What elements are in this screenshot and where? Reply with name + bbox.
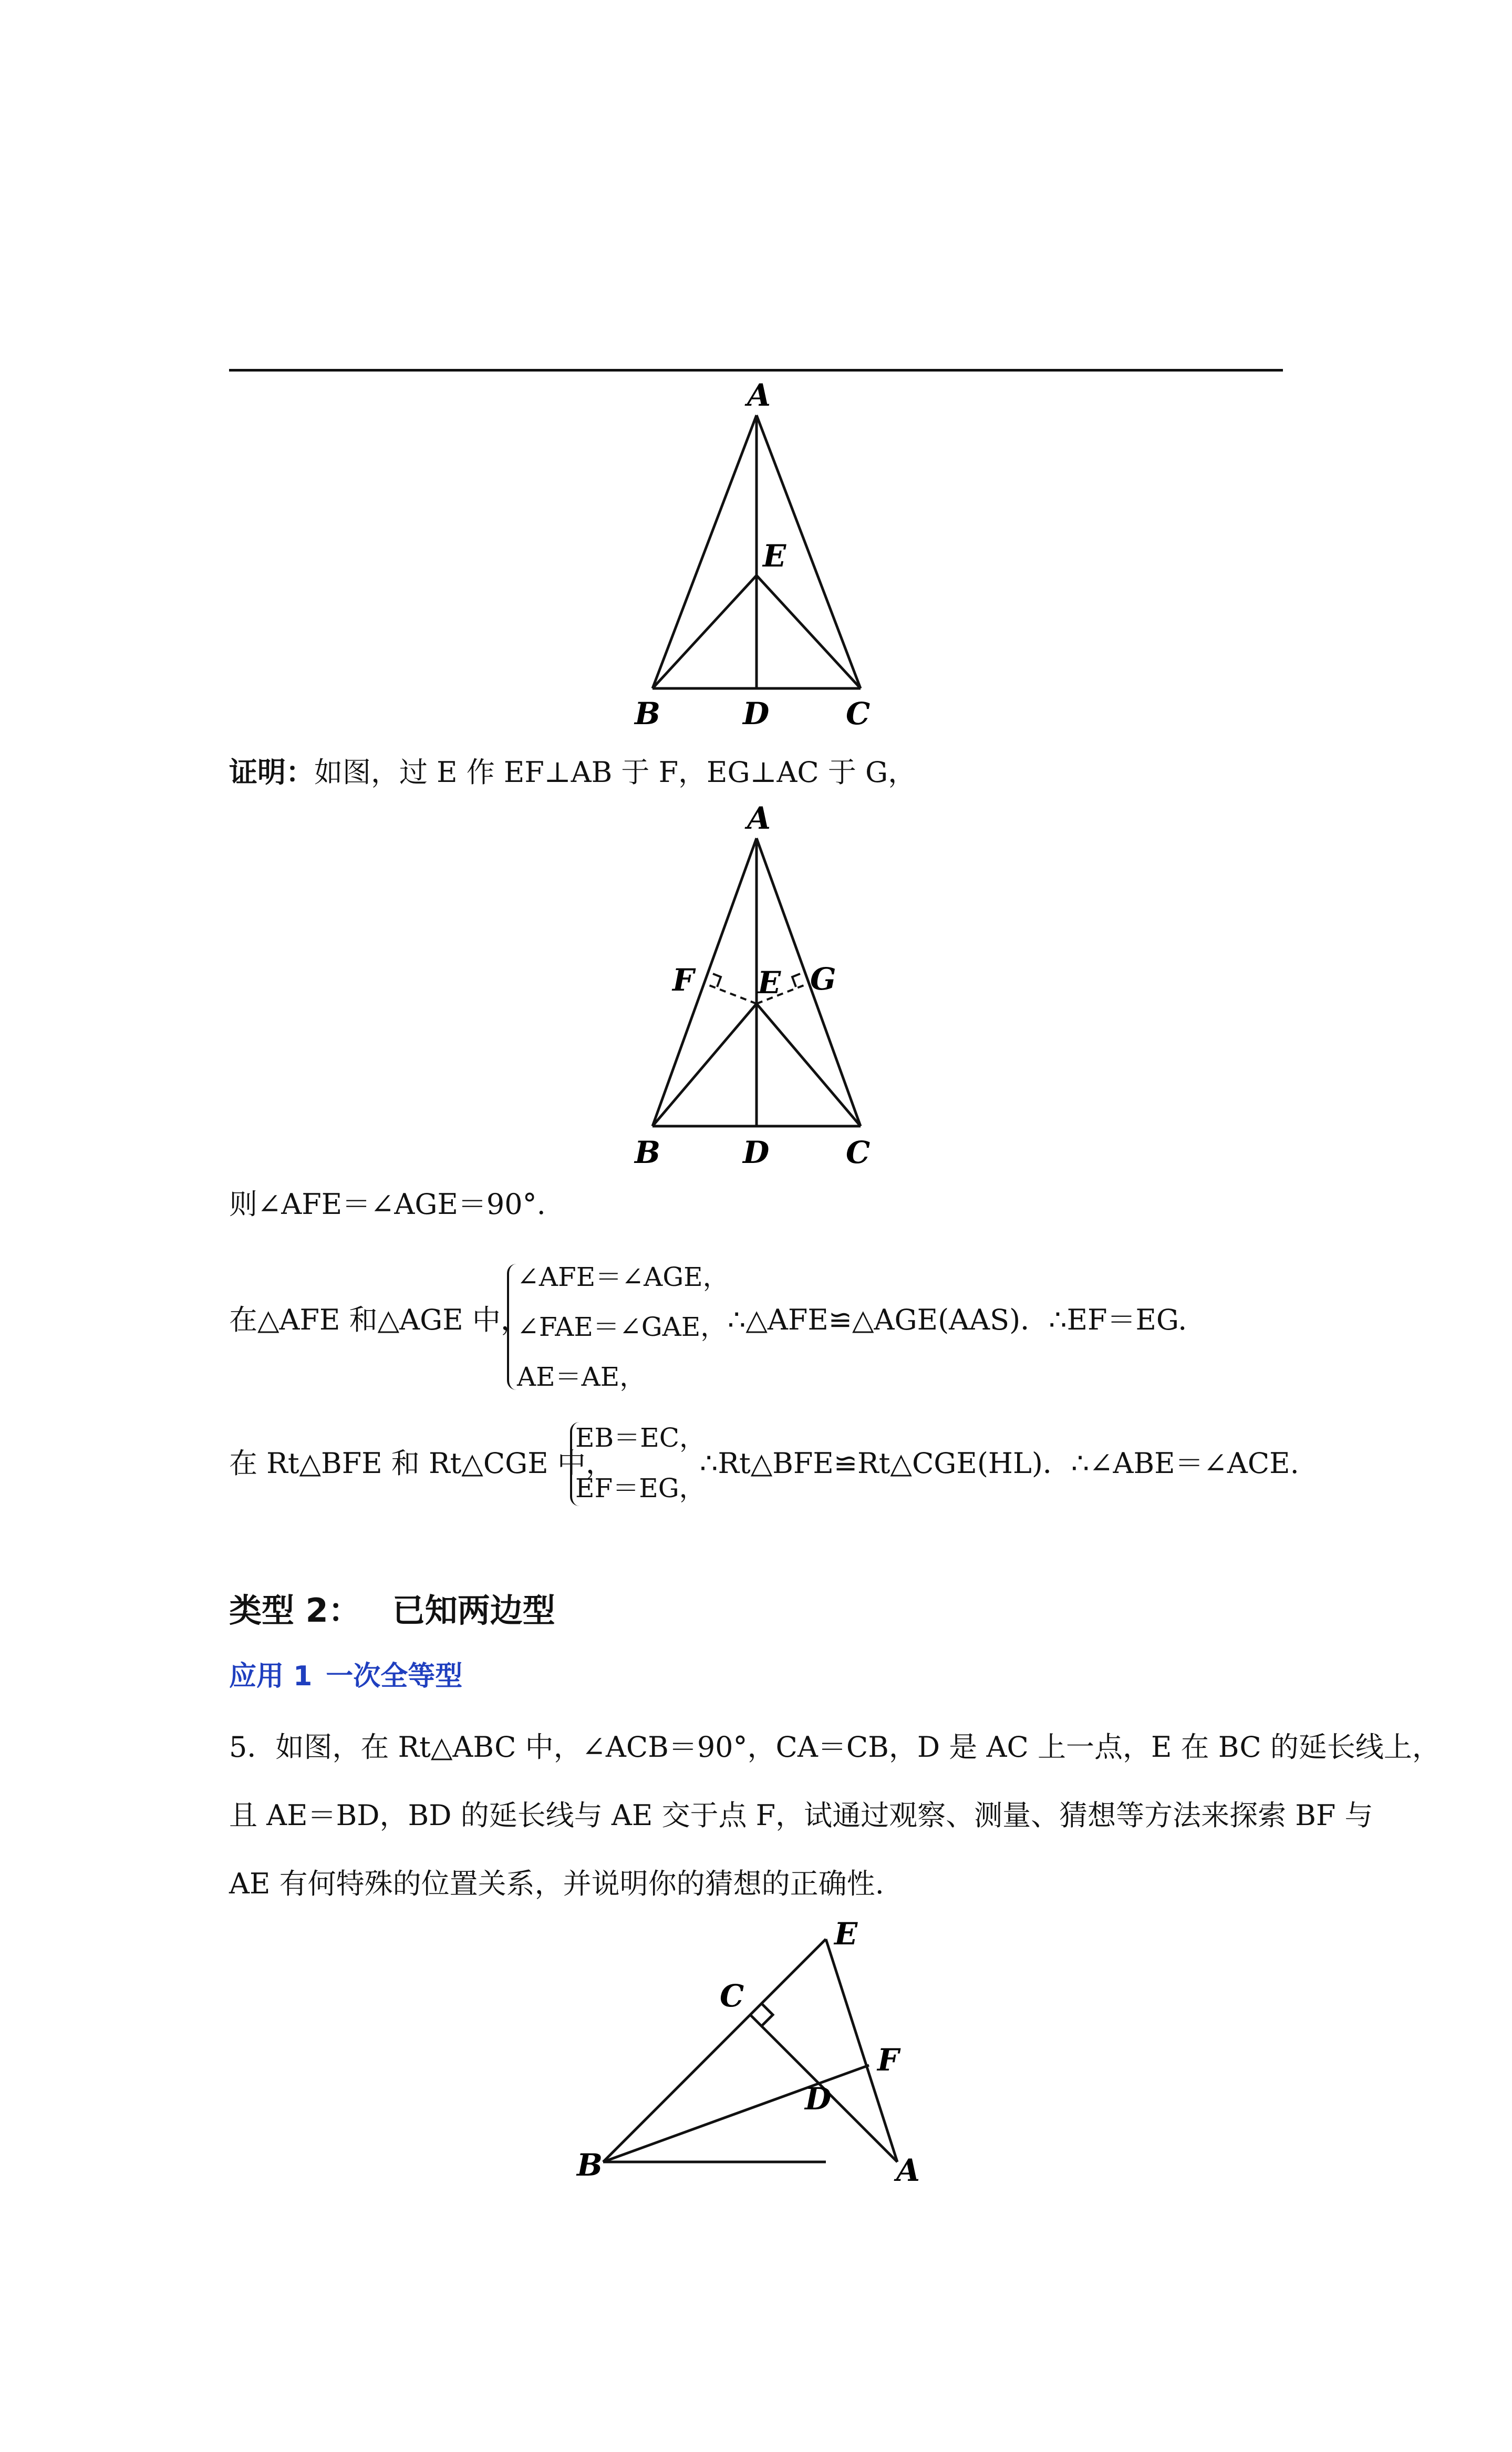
fig2-label-g: G — [810, 961, 836, 997]
fig3-label-a: A — [896, 2152, 920, 2188]
fig1-label-b: B — [635, 696, 661, 732]
figure-1-triangle — [604, 373, 919, 736]
proof-label: 证明： — [229, 756, 314, 789]
fig2-segment-eb — [653, 1004, 757, 1126]
fig2-side-ab — [653, 838, 757, 1126]
step-2-conclusion: ∴△AFE≌△AGE(AAS)．∴EF＝EG. — [728, 1303, 1187, 1336]
type-label: 类型 2： — [229, 1591, 361, 1630]
step-2-prefix: 在△AFE 和△AGE 中， — [229, 1303, 529, 1336]
fig2-segment-ec — [757, 1004, 861, 1126]
type-title: 已知两边型 — [392, 1591, 555, 1630]
step-3-conclusion: ∴Rt△BFE≌Rt△CGE(HL)．∴∠ABE＝∠ACE. — [700, 1447, 1299, 1480]
step-3-condition-2: EF＝EG， — [575, 1473, 706, 1503]
fig3-label-d: D — [805, 2081, 832, 2117]
fig1-label-d: D — [743, 696, 770, 732]
fig1-segment-ec — [757, 575, 861, 688]
fig2-label-a: A — [747, 800, 771, 836]
fig3-label-f: F — [877, 2042, 899, 2078]
fig2-label-b: B — [635, 1135, 661, 1170]
step-2-condition-3: AE＝AE， — [517, 1362, 646, 1392]
fig1-label-c: C — [846, 696, 871, 732]
problem-5-line-2: 且 AE＝BD，BD 的延长线与 AE 交于点 F，试通过观察、测量、猜想等方法来探索 BF 与 — [229, 1799, 1373, 1832]
problem-5-line-1: 5．如图，在 Rt△ABC 中，∠ACB＝90°，CA＝CB，D 是 AC 上一点，E 在 BC 的延长线上， — [229, 1730, 1441, 1764]
section-heading — [229, 1592, 555, 1629]
proof-intro-line — [229, 757, 916, 788]
step-1-line: 则∠AFE＝∠AGE＝90°. — [229, 1188, 546, 1221]
application-heading — [229, 1661, 462, 1692]
app-title: 一次全等型 — [326, 1661, 463, 1692]
proof-intro-text: 如图，过 E 作 EF⊥AB 于 F，EG⊥AC 于 G， — [314, 756, 917, 789]
figure-3-triangle — [557, 1913, 935, 2197]
fig2-right-angle-g — [792, 974, 800, 987]
fig2-dashed-ef — [709, 985, 757, 1004]
fig1-label-a: A — [747, 377, 771, 413]
step-2-condition-1: ∠AFE＝∠AGE， — [517, 1262, 729, 1292]
fig2-label-f: F — [672, 962, 695, 998]
problem-5-line-3: AE 有何特殊的位置关系，并说明你的猜想的正确性. — [229, 1867, 884, 1900]
figure-2-triangle — [604, 796, 919, 1175]
fig3-segment-be — [603, 1939, 826, 2162]
step-3-prefix: 在 Rt△BFE 和 Rt△CGE 中， — [229, 1447, 614, 1480]
fig3-label-b: B — [577, 2147, 603, 2183]
top-rule — [229, 369, 1283, 372]
fig1-segment-eb — [653, 575, 757, 688]
fig3-right-angle-c — [762, 2004, 773, 2026]
fig2-label-e: E — [758, 965, 781, 1001]
step-3-condition-1: EB＝EC， — [575, 1423, 706, 1453]
fig2-label-d: D — [743, 1135, 770, 1170]
app-label: 应用 1 — [229, 1661, 313, 1692]
fig2-label-c: C — [846, 1135, 871, 1170]
fig2-right-angle-f — [713, 974, 721, 987]
fig1-label-e: E — [763, 538, 786, 574]
step-2-brace — [507, 1264, 516, 1390]
fig3-label-c: C — [720, 1978, 744, 2014]
step-2-condition-2: ∠FAE＝∠GAE， — [517, 1312, 727, 1342]
fig3-label-e: E — [834, 1916, 858, 1952]
fig1-side-ab — [653, 415, 757, 688]
